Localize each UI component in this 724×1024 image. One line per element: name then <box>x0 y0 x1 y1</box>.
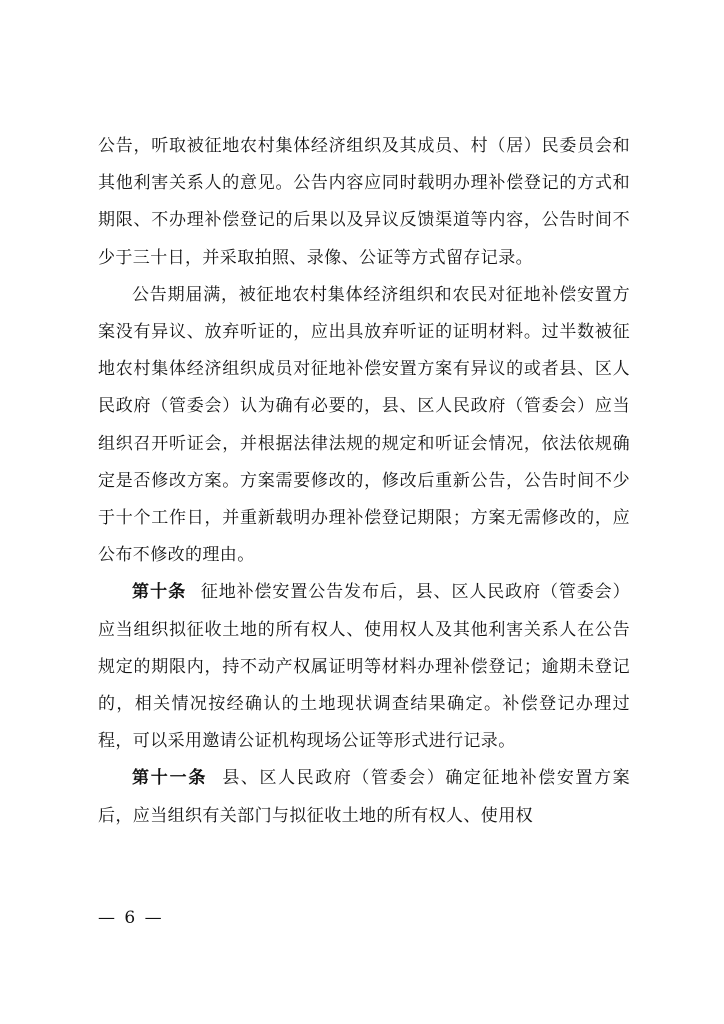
article-11-text: 县、区人民政府（管委会）确定征地补偿安置方案后，应当组织有关部门与拟征收土地的所有权人、使用权 <box>98 768 630 826</box>
page-number: — 6 — <box>98 908 164 928</box>
article-10-paragraph <box>98 574 630 760</box>
paragraph-2 <box>98 277 630 575</box>
article-11-heading: 第十一条 <box>132 768 208 789</box>
article-10-text: 征地补偿安置公告发布后，县、区人民政府（管委会）应当组织拟征收土地的所有权人、使用权人及其他利害关系人在公告规定的期限内，持不动产权属证明等材料办理补偿登记；逾期未登记的，相关情况按经确认的土地现状调查结果确定。补偿登记办理过程，可以采用邀请公证机构现场公证等形式进行记录。 <box>98 582 630 752</box>
paragraph-1-text: 公告，听取被征地农村集体经济组织及其成员、村（居）民委员会和其他利害关系人的意见。公告内容应同时载明办理补偿登记的方式和期限、不办理补偿登记的后果以及异议反馈渠道等内容，公告时间不少于三十日，并采取拍照、录像、公证等方式留存记录。 <box>98 136 630 268</box>
paragraph-1 <box>98 128 630 277</box>
article-10-heading: 第十条 <box>132 582 187 603</box>
document-page <box>98 128 630 835</box>
paragraph-2-text: 公告期届满，被征地农村集体经济组织和农民对征地补偿安置方案没有异议、放弃听证的，应出具放弃听证的证明材料。过半数被征地农村集体经济组织成员对征地补偿安置方案有异议的或者县、区人民政府（管委会）认为确有必要的，县、区人民政府（管委会）应当组织召开听证会，并根据法律法规的规定和听证会情况，依法依规确定是否修改方案。方案需要修改的，修改后重新公告，公告时间不少于十个工作日，并重新载明办理补偿登记期限；方案无需修改的，应公布不修改的理由。 <box>98 284 630 566</box>
article-11-paragraph <box>98 760 630 834</box>
